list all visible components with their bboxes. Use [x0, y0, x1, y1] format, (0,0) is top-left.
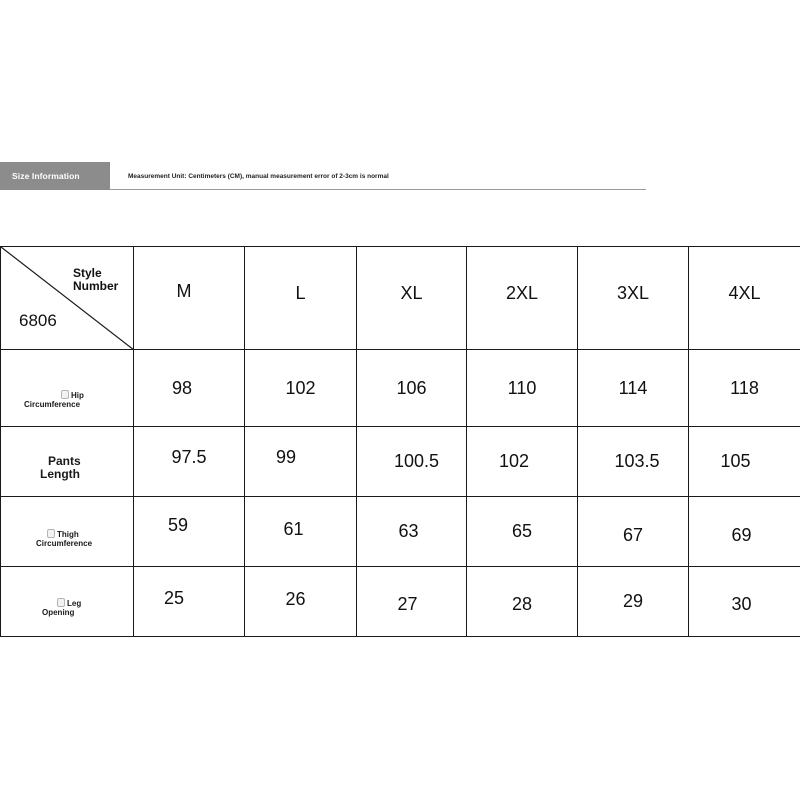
corner-diagonal: [1, 247, 134, 350]
thigh-icon: [47, 529, 55, 538]
row-label-hip: [1, 350, 134, 427]
size-header-3xl: 3XL: [578, 247, 689, 350]
table-cell: 26: [245, 567, 357, 637]
corner-cell: [1, 247, 134, 350]
table-cell: 97.5: [134, 427, 245, 497]
table-row: [1, 497, 800, 567]
size-header-l: L: [245, 247, 357, 350]
table-cell: 105: [689, 427, 800, 497]
row-label-pants-length: [1, 427, 134, 497]
hip-label-line1: Hip: [71, 391, 84, 400]
table-cell: 98: [134, 350, 245, 427]
table-cell: 100.5: [357, 427, 467, 497]
style-label-line1: Style: [73, 266, 102, 280]
table-row: [1, 427, 800, 497]
row-label-thigh: [1, 497, 134, 567]
style-number-label: [73, 267, 133, 293]
table-cell: 61: [245, 497, 357, 567]
row-label-leg-opening: [1, 567, 134, 637]
size-header-4xl: 4XL: [689, 247, 800, 350]
table-cell: 25: [134, 567, 245, 637]
table-cell: 30: [689, 567, 800, 637]
size-chart-table: [0, 246, 800, 637]
table-cell: 69: [689, 497, 800, 567]
table-cell: 103.5: [578, 427, 689, 497]
size-header-2xl: 2XL: [467, 247, 578, 350]
measurement-note: Measurement Unit: Centimeters (CM), manual measurement error of 2-3cm is normal: [128, 173, 389, 180]
leg-label-line2: Opening: [42, 608, 75, 617]
size-header-row: [1, 247, 800, 350]
table-cell: 114: [578, 350, 689, 427]
size-information-label: Size Information: [12, 171, 80, 181]
table-cell: 102: [467, 427, 578, 497]
table-cell: 102: [245, 350, 357, 427]
header-divider: [110, 189, 646, 190]
table-cell: 28: [467, 567, 578, 637]
table-cell: 99: [245, 427, 357, 497]
pants-label-line2: Length: [40, 467, 80, 481]
table-cell: 29: [578, 567, 689, 637]
leg-icon: [57, 598, 65, 607]
table-cell: 59: [134, 497, 245, 567]
hip-icon: [61, 390, 69, 399]
size-information-tab: [0, 162, 110, 190]
thigh-label-line1: Thigh: [57, 530, 79, 539]
table-row: [1, 567, 800, 637]
table-cell: 65: [467, 497, 578, 567]
table-row: [1, 350, 800, 427]
table-cell: 27: [357, 567, 467, 637]
table-cell: 110: [467, 350, 578, 427]
leg-label-line1: Leg: [67, 599, 82, 608]
pants-label-line1: Pants: [48, 454, 81, 468]
table-cell: 67: [578, 497, 689, 567]
style-label-line2: Number: [73, 279, 119, 293]
hip-label-line2: Circumference: [24, 400, 81, 409]
table-cell: 118: [689, 350, 800, 427]
size-header-xl: XL: [357, 247, 467, 350]
table-cell: 63: [357, 497, 467, 567]
style-number-value: 6806: [19, 311, 57, 330]
size-header-m: M: [134, 247, 245, 350]
thigh-label-line2: Circumference: [36, 539, 93, 548]
table-cell: 106: [357, 350, 467, 427]
